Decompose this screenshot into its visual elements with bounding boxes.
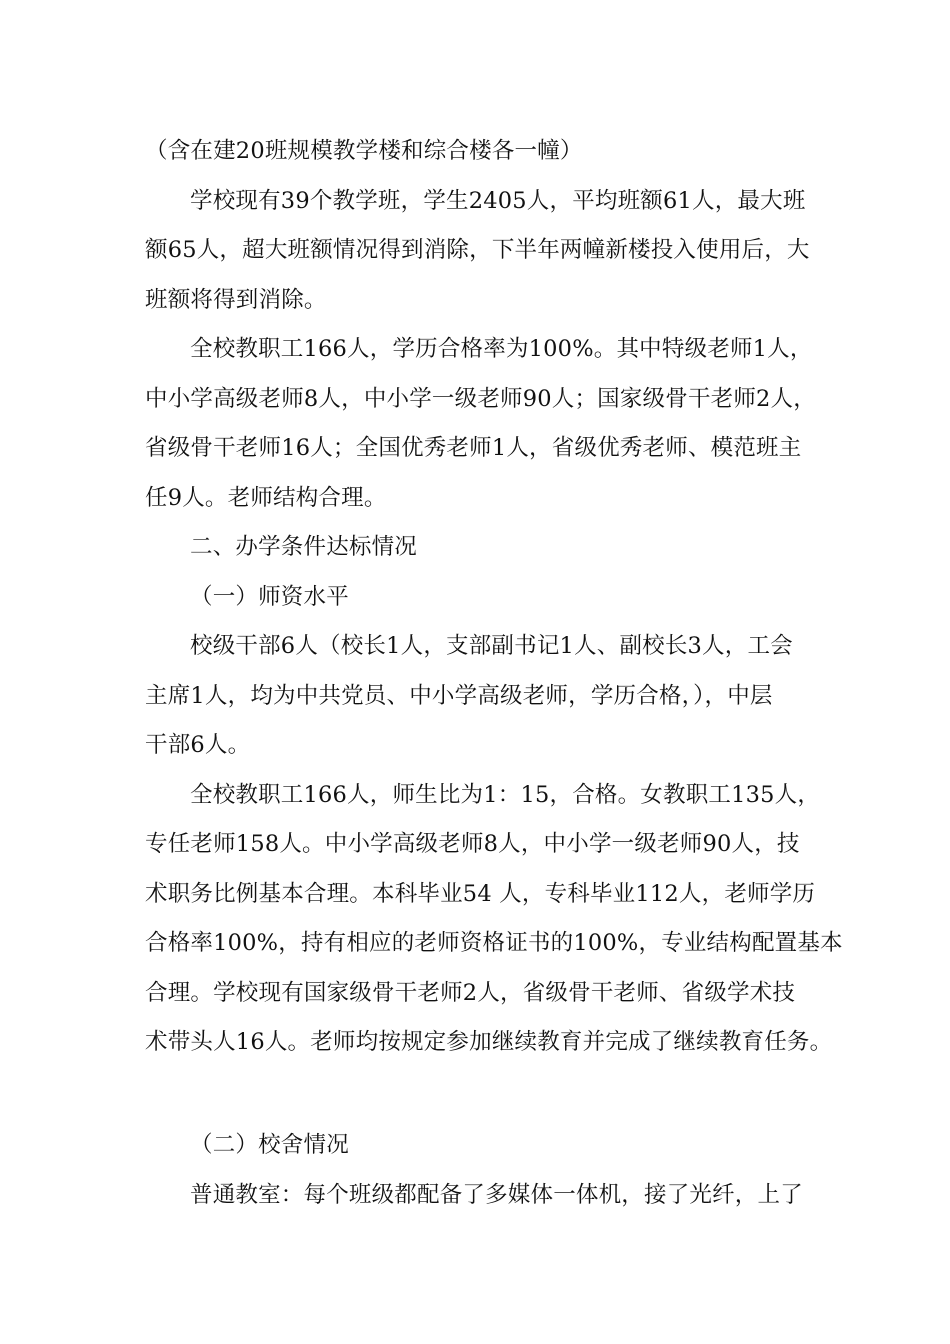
document-body-continued xyxy=(145,1121,825,1220)
text-line: 班额将得到消除。 xyxy=(145,286,327,313)
section-heading: 二、办学条件达标情况 xyxy=(190,534,418,560)
text-line: 主席1人，均为中共党员、中小学高级老师，学历合格，），中层 xyxy=(145,682,773,709)
text-line: 合理。学校现有国家级骨干老师2人，省级骨干老师、省级学术技 xyxy=(145,979,796,1006)
text-line: 中小学高级老师8人，中小学一级老师90人；国家级骨干老师2人， xyxy=(145,385,816,412)
text-line: 普通教室：每个班级都配备了多媒体一体机，接了光纤，上了 xyxy=(190,1181,803,1208)
text-line: 学校现有39个教学班，学生2405人，平均班额61人，最大班 xyxy=(190,187,806,214)
subsection-heading: （二）校舍情况 xyxy=(190,1132,349,1158)
text-line: 省级骨干老师16人；全国优秀老师1人，省级优秀老师、模范班主 xyxy=(145,435,802,461)
document-body xyxy=(145,127,843,1068)
text-line: 校级干部6人（校长1人，支部副书记1人、副校长3人，工会 xyxy=(190,633,793,659)
text-line: 任9人。老师结构合理。 xyxy=(145,484,387,511)
text-line: 合格率100%，持有相应的老师资格证书的100%，专业结构配置基本 xyxy=(145,930,843,956)
subsection-heading: （一）师资水平 xyxy=(190,583,349,610)
text-line: 专任老师158人。中小学高级老师8人，中小学一级老师90人，技 xyxy=(145,831,800,857)
text-line: 干部6人。 xyxy=(145,732,251,758)
text-line: 全校教职工166人，师生比为1：15，合格。女教职工135人， xyxy=(190,781,821,808)
text-line: 全校教职工166人，学历合格率为100%。其中特级老师1人， xyxy=(190,336,813,362)
text-line: 术带头人16人。老师均按规定参加继续教育并完成了继续教育任务。 xyxy=(145,1029,833,1055)
text-line: （含在建20班规模教学楼和综合楼各一幢） xyxy=(145,138,583,164)
text-line: 术职务比例基本合理。本科毕业54 人，专科毕业112人，老师学历 xyxy=(145,880,816,907)
text-line: 额65人，超大班额情况得到消除，下半年两幢新楼投入使用后，大 xyxy=(145,237,810,263)
